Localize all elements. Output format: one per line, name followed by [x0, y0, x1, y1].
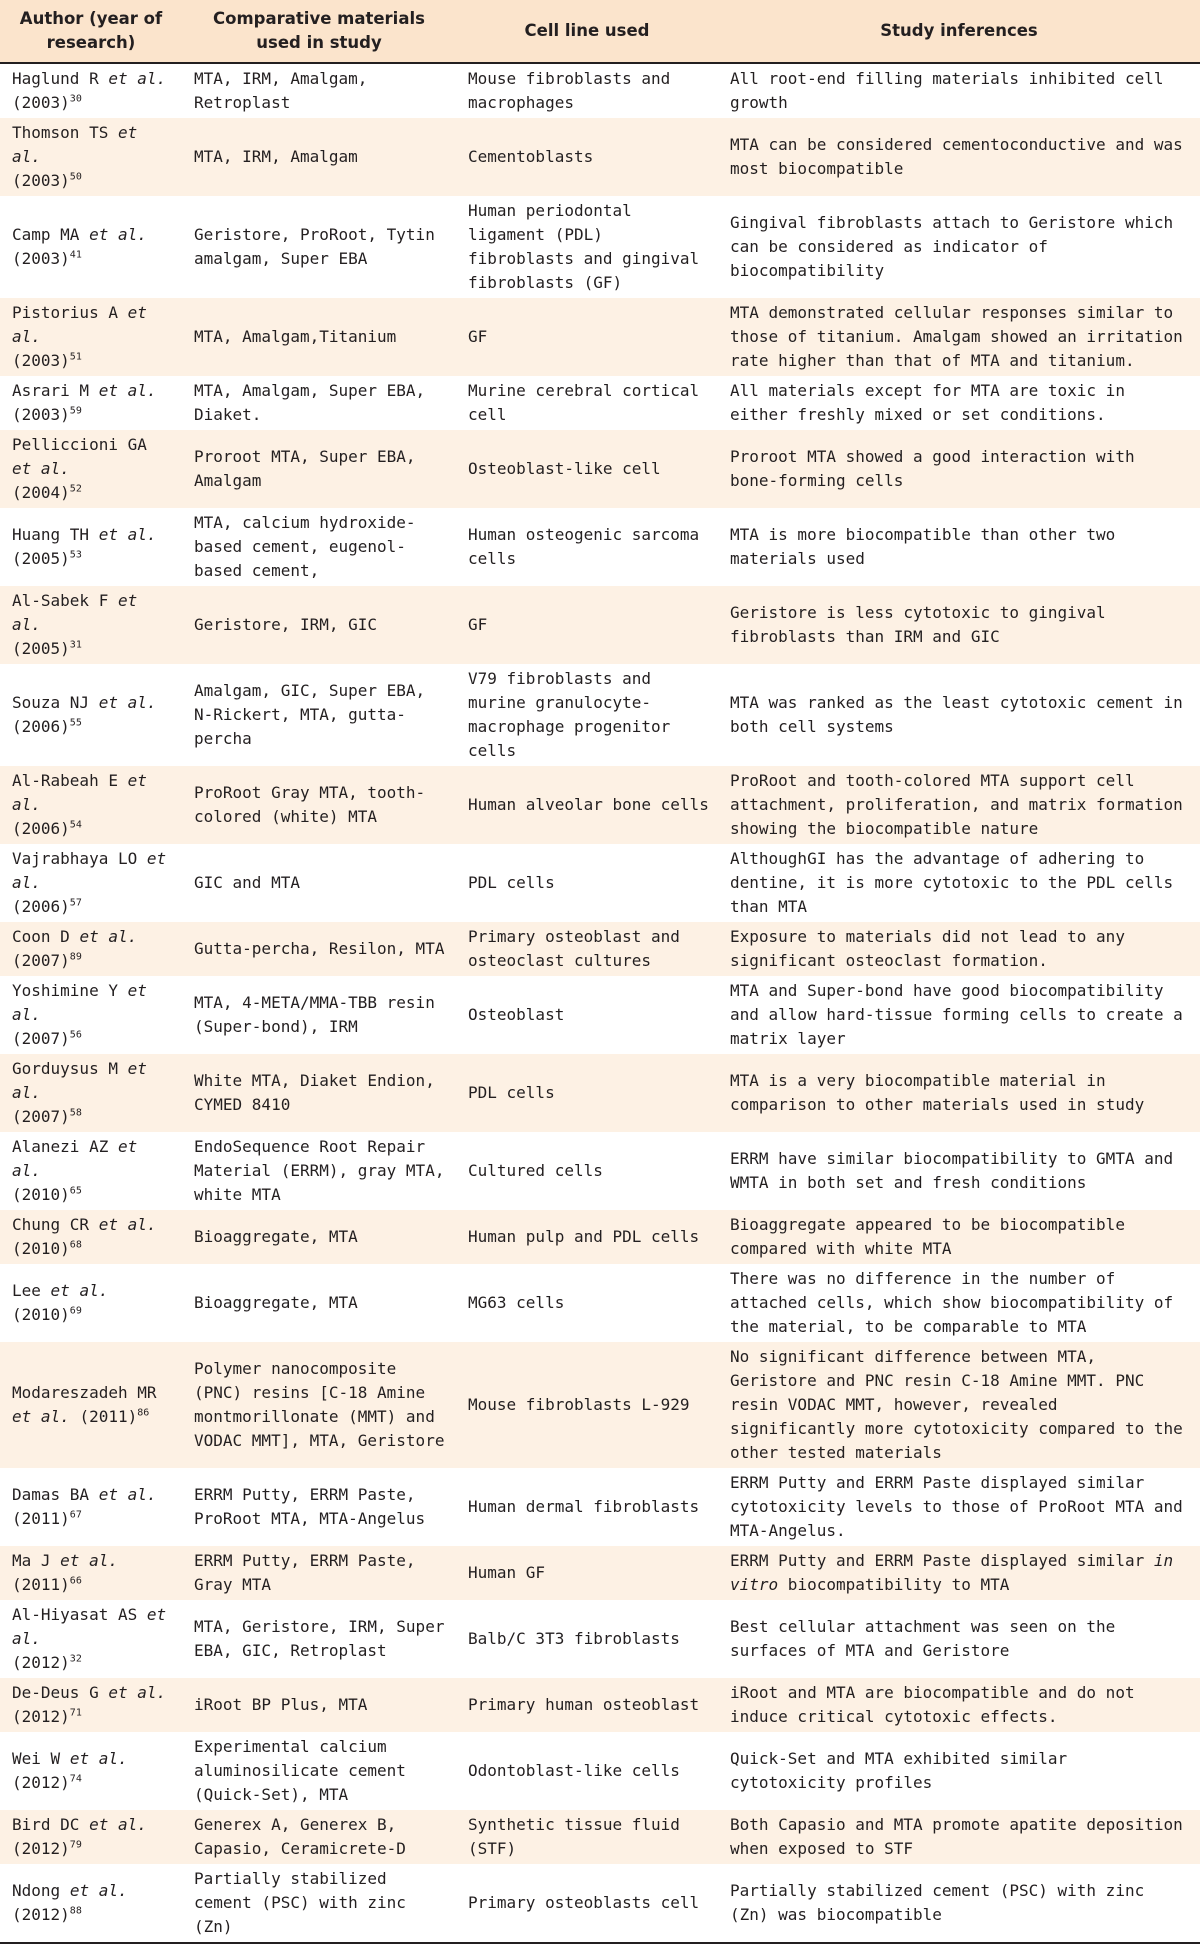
table-row [0, 1810, 1200, 1864]
cell-materials: MTA, IRM, Amalgam [182, 118, 456, 196]
cell-author [0, 1678, 182, 1732]
header-cell-line: Cell line used [456, 0, 718, 63]
author-name: Thomson TS [12, 123, 109, 142]
table-row [0, 118, 1200, 196]
cell-materials: Gutta-percha, Resilon, MTA [182, 922, 456, 976]
reference-number: 57 [69, 897, 82, 909]
cell-materials: ERRM Putty, ERRM Paste, Gray MTA [182, 1546, 456, 1600]
cell-inference: MTA is a very biocompatible material in comparison to other materials used in study [718, 1054, 1200, 1132]
reference-number: 41 [69, 249, 82, 261]
cell-cell-line: Osteoblast [468, 1005, 565, 1024]
table-row [0, 1678, 1200, 1732]
author-name: Wei W [12, 1749, 61, 1768]
cell-author [0, 922, 182, 976]
author-year: (2012) [12, 1653, 70, 1672]
table-row [0, 63, 1200, 118]
author-year: (2006) [12, 897, 70, 916]
author-etal: et al. [89, 1815, 147, 1834]
cell-inference: All root-end filling materials inhibited cell growth [730, 69, 1164, 112]
author-year: (2011) [79, 1407, 138, 1426]
author-name: Haglund R [12, 69, 99, 88]
author-etal: et al. [12, 459, 70, 478]
reference-number: 54 [69, 819, 82, 831]
author-name: Lee [12, 1281, 41, 1300]
author-name: Vajrabhaya LO [12, 849, 138, 868]
author-year: (2007) [12, 951, 70, 970]
reference-number: 69 [69, 1305, 82, 1317]
author-etal: et al. [12, 1407, 70, 1426]
reference-number: 55 [69, 717, 82, 729]
author-name: Pelliccioni GA [12, 435, 147, 454]
cell-author [0, 976, 182, 1054]
cell-materials: EndoSequence Root Repair Material (ERRM), gray MTA, white MTA [194, 1137, 445, 1204]
cell-author [0, 586, 182, 664]
table-row [0, 844, 1200, 922]
reference-number: 74 [69, 1773, 82, 1785]
cell-author [0, 430, 182, 508]
cell-author [0, 1054, 182, 1132]
author-name: Camp MA [12, 225, 80, 244]
author-name: Huang TH [12, 525, 90, 544]
cell-cell-line: Human alveolar bone cells [456, 766, 718, 844]
cell-author [0, 508, 182, 586]
reference-number: 71 [69, 1707, 82, 1719]
table-row [0, 1054, 1200, 1132]
cell-inference: ProRoot and tooth-colored MTA support cell attachment, proliferation, and matrix formation showing the biocompatible nature [718, 766, 1200, 844]
inference-text: ERRM Putty and ERRM Paste displayed similar [730, 1551, 1154, 1570]
author-year: (2006) [12, 717, 70, 736]
author-year: (2005) [12, 549, 70, 568]
cell-cell-line: Osteoblast-like cell [456, 430, 718, 508]
reference-number: 79 [69, 1839, 82, 1851]
cell-author [0, 844, 182, 922]
author-name: Al-Rabeah E [12, 771, 118, 790]
header-inferences: Study inferences [718, 0, 1200, 63]
author-year: (2006) [12, 819, 70, 838]
author-etal: et al. [108, 69, 167, 88]
cell-author [0, 1600, 182, 1678]
author-etal: et al. [79, 927, 138, 946]
table-row [0, 1132, 1200, 1210]
cell-cell-line: Synthetic tissue fluid (STF) [456, 1810, 718, 1864]
table-row [0, 586, 1200, 664]
author-year: (2003) [12, 405, 70, 424]
cell-inference: Both Capasio and MTA promote apatite deposition when exposed to STF [718, 1810, 1200, 1864]
cell-cell-line: Mouse fibroblasts L-929 [456, 1342, 718, 1468]
author-etal: et al. [98, 381, 157, 400]
author-year: (2012) [12, 1905, 70, 1924]
cell-materials: Proroot MTA, Super EBA, Amalgam [182, 430, 456, 508]
cell-cell-line: PDL cells [456, 1054, 718, 1132]
cell-materials: MTA, Amalgam, Super EBA, Diaket. [194, 381, 426, 424]
cell-materials: Geristore, ProRoot, Tytin amalgam, Super EBA [194, 225, 435, 268]
reference-number: 32 [69, 1653, 82, 1665]
author-name: Al-Sabek F [12, 591, 109, 610]
author-etal: et al. [12, 1137, 138, 1180]
inference-text: biocompatibility to MTA [778, 1575, 1010, 1594]
cell-author [0, 118, 182, 196]
author-name: Al-Hiyasat AS [12, 1605, 138, 1624]
cell-cell-line: GF [456, 586, 718, 664]
cell-cell-line: V79 fibroblasts and murine granulocyte-macrophage progenitor cells [468, 669, 671, 760]
cell-author [0, 1210, 182, 1264]
author-name: Coon D [12, 927, 70, 946]
cell-inference: All materials except for MTA are toxic in either freshly mixed or set conditions. [730, 381, 1125, 424]
cell-author [0, 1546, 182, 1600]
author-year: (2010) [12, 1185, 70, 1204]
cell-inference: Gingival fibroblasts attach to Geristore which can be considered as indicator of biocompatibility [730, 213, 1174, 280]
table-row [0, 766, 1200, 844]
cell-materials: Partially stabilized cement (PSC) with zinc (Zn) [182, 1864, 456, 1943]
cell-inference: MTA is more biocompatible than other two materials used [730, 525, 1116, 568]
author-year: (2011) [12, 1509, 70, 1528]
reference-number: 88 [69, 1905, 82, 1917]
cell-author [0, 1264, 182, 1342]
cell-materials: ERRM Putty, ERRM Paste, ProRoot MTA, MTA-Angelus [194, 1485, 426, 1528]
cell-author [0, 1732, 182, 1810]
author-name: Pistorius A [12, 303, 118, 322]
author-name: Modareszadeh MR [12, 1383, 157, 1402]
table-row [0, 508, 1200, 586]
author-year: (2003) [12, 351, 70, 370]
cell-inference: Best cellular attachment was seen on the surfaces of MTA and Geristore [730, 1617, 1116, 1660]
author-etal: et al. [12, 849, 167, 892]
author-etal: et al. [12, 303, 147, 346]
reference-number: 58 [69, 1107, 82, 1119]
author-etal: et al. [98, 1485, 157, 1504]
cell-cell-line: MG63 cells [468, 1293, 565, 1312]
author-etal: et al. [98, 525, 157, 544]
cell-materials: Polymer nanocomposite (PNC) resins [C-18 Amine montmorillonate (MMT) and VODAC MMT], MTA, Geristore [182, 1342, 456, 1468]
author-name: Asrari M [12, 381, 90, 400]
cell-materials: MTA, Geristore, IRM, Super EBA, GIC, Retroplast [194, 1617, 445, 1660]
author-year: (2007) [12, 1107, 70, 1126]
inference-emphasis: in vitro [730, 1551, 1174, 1594]
cell-inference: There was no difference in the number of attached cells, which show biocompatibility of the material, to be comparable to MTA [730, 1269, 1174, 1336]
author-name: Souza NJ [12, 693, 90, 712]
table-row [0, 1342, 1200, 1468]
cell-cell-line: Cementoblasts [456, 118, 718, 196]
author-etal: et al. [69, 1881, 128, 1900]
cell-materials: Geristore, IRM, GIC [182, 586, 456, 664]
author-etal: et al. [69, 1749, 128, 1768]
author-etal: et al. [50, 1281, 109, 1300]
author-etal: et al. [60, 1551, 118, 1570]
author-name: Alanezi AZ [12, 1137, 109, 1156]
cell-author [0, 376, 182, 430]
cell-cell-line: Primary human osteoblast [456, 1678, 718, 1732]
author-name: Gorduysus M [12, 1059, 118, 1078]
cell-inference: AlthoughGI has the advantage of adhering to dentine, it is more cytotoxic to the PDL cells than MTA [730, 849, 1174, 916]
reference-number: 66 [69, 1575, 82, 1587]
table-row [0, 430, 1200, 508]
cell-inference: Quick-Set and MTA exhibited similar cytotoxicity profiles [730, 1749, 1068, 1792]
table-row [0, 664, 1200, 766]
author-year: (2003) [12, 171, 70, 190]
cell-cell-line: Primary osteoblast and osteoclast cultures [456, 922, 718, 976]
table-row [0, 922, 1200, 976]
author-name: Yoshimine Y [12, 981, 118, 1000]
reference-number: 53 [69, 549, 82, 561]
cell-cell-line: GF [456, 298, 718, 376]
cell-inference: No significant difference between MTA, Geristore and PNC resin C-18 Amine MMT. PNC resin VODAC MMT, however, revealed significantly more cytotoxicity compared to the other tested materials [718, 1342, 1200, 1468]
cell-author [0, 63, 182, 118]
cell-cell-line: Human dermal fibroblasts [468, 1497, 700, 1516]
author-etal: et al. [12, 1605, 167, 1648]
cell-materials: Amalgam, GIC, Super EBA, N-Rickert, MTA, gutta-percha [194, 681, 426, 748]
header-materials: Comparative materials used in study [182, 0, 456, 63]
author-year: (2012) [12, 1707, 70, 1726]
author-etal: et al. [12, 981, 147, 1024]
cell-author [0, 1864, 182, 1943]
table-row [0, 1600, 1200, 1678]
cell-materials: White MTA, Diaket Endion, CYMED 8410 [182, 1054, 456, 1132]
author-etal: et al. [12, 123, 138, 166]
cell-inference: MTA can be considered cementoconductive and was most biocompatible [718, 118, 1200, 196]
cell-cell-line: Human pulp and PDL cells [456, 1210, 718, 1264]
cell-materials: iRoot BP Plus, MTA [182, 1678, 456, 1732]
cell-materials: MTA, IRM, Amalgam, Retroplast [194, 69, 368, 112]
reference-number: 67 [69, 1509, 82, 1521]
author-etal: et al. [12, 771, 147, 814]
author-name: Bird DC [12, 1815, 80, 1834]
header-row [0, 0, 1200, 63]
cell-author [0, 1468, 182, 1546]
cell-cell-line: Odontoblast-like cells [468, 1761, 680, 1780]
table-row [0, 1732, 1200, 1810]
reference-number: 51 [69, 351, 82, 363]
author-year: (2012) [12, 1839, 70, 1858]
table-row [0, 298, 1200, 376]
cell-author [0, 1132, 182, 1210]
author-name: De-Deus G [12, 1683, 99, 1702]
cell-cell-line: Human osteogenic sarcoma cells [468, 525, 700, 568]
cell-author [0, 1342, 182, 1468]
cell-cell-line: Mouse fibroblasts and macrophages [468, 69, 671, 112]
reference-number: 31 [69, 639, 82, 651]
reference-number: 50 [69, 171, 82, 183]
cell-cell-line: Human GF [456, 1546, 718, 1600]
author-year: (2010) [12, 1305, 70, 1324]
table-row [0, 376, 1200, 430]
cell-inference: Partially stabilized cement (PSC) with zinc (Zn) was biocompatible [718, 1864, 1200, 1943]
cell-materials: Experimental calcium aluminosilicate cement (Quick-Set), MTA [194, 1737, 406, 1804]
author-name: Chung CR [12, 1215, 90, 1234]
cell-inference: MTA demonstrated cellular responses similar to those of titanium. Amalgam showed an irritation rate higher than that of MTA and titanium. [718, 298, 1200, 376]
cell-materials: Generex A, Generex B, Capasio, Ceramicrete-D [182, 1810, 456, 1864]
author-etal: et al. [12, 1059, 147, 1102]
cell-materials: MTA, 4-META/MMA-TBB resin (Super-bond), IRM [194, 993, 435, 1036]
author-name: Damas BA [12, 1485, 90, 1504]
table-row [0, 1210, 1200, 1264]
author-name: Ndong [12, 1881, 61, 1900]
cell-materials: GIC and MTA [194, 873, 300, 892]
cell-inference: Proroot MTA showed a good interaction with bone-forming cells [718, 430, 1200, 508]
cell-inference: iRoot and MTA are biocompatible and do not induce critical cytotoxic effects. [718, 1678, 1200, 1732]
author-year: (2011) [12, 1575, 70, 1594]
author-year: (2012) [12, 1773, 70, 1792]
cell-inference: Exposure to materials did not lead to any significant osteoclast formation. [718, 922, 1200, 976]
table-row [0, 1468, 1200, 1546]
cell-author [0, 298, 182, 376]
cell-author [0, 196, 182, 298]
author-year: (2004) [12, 483, 70, 502]
author-year: (2005) [12, 639, 70, 658]
author-etal: et al. [98, 693, 157, 712]
cell-cell-line: PDL cells [468, 873, 555, 892]
author-etal: et al. [12, 591, 138, 634]
table-row [0, 1864, 1200, 1943]
cell-inference: MTA and Super-bond have good biocompatibility and allow hard-tissue forming cells to create a matrix layer [730, 981, 1183, 1048]
table-row [0, 1264, 1200, 1342]
table-header [0, 0, 1200, 63]
cell-inference: Geristore is less cytotoxic to gingival fibroblasts than IRM and GIC [718, 586, 1200, 664]
cell-materials: Bioaggregate, MTA [182, 1210, 456, 1264]
cell-author [0, 1810, 182, 1864]
table-row [0, 196, 1200, 298]
reference-number: 89 [69, 951, 82, 963]
author-year: (2010) [12, 1239, 70, 1258]
author-year: (2007) [12, 1029, 70, 1048]
reference-number: 65 [69, 1185, 82, 1197]
reference-number: 59 [69, 405, 82, 417]
cell-inference: ERRM Putty and ERRM Paste displayed similar cytotoxicity levels to those of ProRoot MTA and MTA-Angelus. [730, 1473, 1183, 1540]
reference-number: 68 [69, 1239, 82, 1251]
author-etal: et al. [108, 1683, 167, 1702]
cell-inference: Bioaggregate appeared to be biocompatible compared with white MTA [718, 1210, 1200, 1264]
author-etal: et al. [89, 225, 147, 244]
author-name: Ma J [12, 1551, 51, 1570]
cell-cell-line: Primary osteoblasts cell [456, 1864, 718, 1943]
header-author: Author (year of research) [0, 0, 182, 63]
reference-number: 30 [69, 93, 82, 105]
cell-author [0, 664, 182, 766]
author-etal: et al. [98, 1215, 157, 1234]
cell-inference: ERRM have similar biocompatibility to GMTA and WMTA in both set and fresh conditions [730, 1149, 1174, 1192]
cell-materials: ProRoot Gray MTA, tooth-colored (white) MTA [182, 766, 456, 844]
cell-materials: Bioaggregate, MTA [194, 1293, 358, 1312]
table-row [0, 976, 1200, 1054]
cell-cell-line: Murine cerebral cortical cell [468, 381, 700, 424]
reference-number: 52 [69, 483, 82, 495]
cell-inference: MTA was ranked as the least cytotoxic cement in both cell systems [730, 693, 1183, 736]
cell-materials: MTA, calcium hydroxide-based cement, eugenol-based cement, [194, 513, 416, 580]
cell-cell-line: Cultured cells [468, 1161, 603, 1180]
reference-number: 56 [69, 1029, 82, 1041]
reference-number: 86 [137, 1407, 150, 1419]
cell-inference [718, 1546, 1200, 1600]
cell-cell-line: Human periodontal ligament (PDL) fibroblasts and gingival fibroblasts (GF) [468, 201, 700, 292]
table-body [0, 63, 1200, 1943]
cell-cell-line: Balb/C 3T3 fibroblasts [468, 1629, 680, 1648]
author-year: (2003) [12, 93, 70, 112]
table-row [0, 1546, 1200, 1600]
cell-author [0, 766, 182, 844]
cell-materials: MTA, Amalgam,Titanium [182, 298, 456, 376]
author-year: (2003) [12, 249, 70, 268]
